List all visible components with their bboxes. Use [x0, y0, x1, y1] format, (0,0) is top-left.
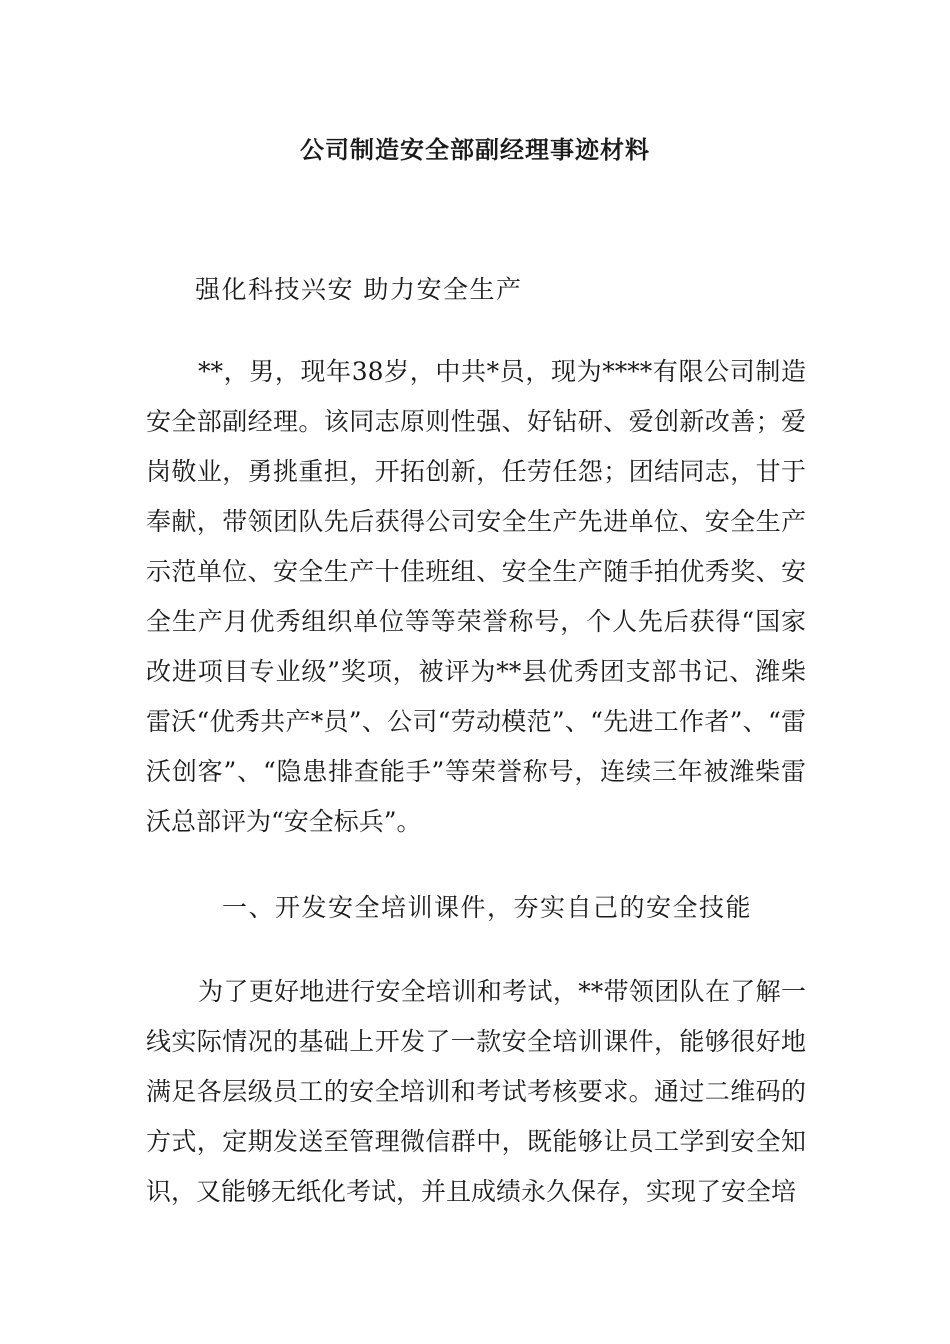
- document-subtitle: 强化科技兴安 助力安全生产: [195, 275, 523, 304]
- document-title: 公司制造安全部副经理事迹材料: [300, 135, 650, 164]
- section1-paragraph: 为了更好地进行安全培训和考试，**带领团队在了解一线实际情况的基础上开发了一款安全培训课件，能够很好地满足各层级员工的安全培训和考试考核要求。通过二维码的方式，定期发送至管理微信群中，既能够让员工学到安全知识，又能够无纸化考试，并且成绩永久保存，实现了安全培: [146, 977, 806, 1206]
- intro-paragraph: **，男，现年38岁，中共*员，现为****有限公司制造安全部副经理。该同志原则性强、好钻研、爱创新改善；爱岗敬业，勇挑重担，开拓创新，任劳任怨；团结同志，甘于奉献，带领团队先后获得公司安全生产先进单位、安全生产示范单位、安全生产十佳班组、安全生产随手拍优秀奖、安全生产月优秀组织单位等等荣誉称号，个人先后获得“国家改进项目专业级”奖项，被评为**县优秀团支部书记、潍柴雷沃“优秀共产*员”、公司“劳动模范”、“先进工作者”、“雷沃创客”、“隐患排查能手”等荣誉称号，连续三年被潍柴雷沃总部评为“安全标兵”。: [146, 357, 806, 836]
- section1-heading: 一、开发安全培训课件，夯实自己的安全技能: [222, 893, 753, 922]
